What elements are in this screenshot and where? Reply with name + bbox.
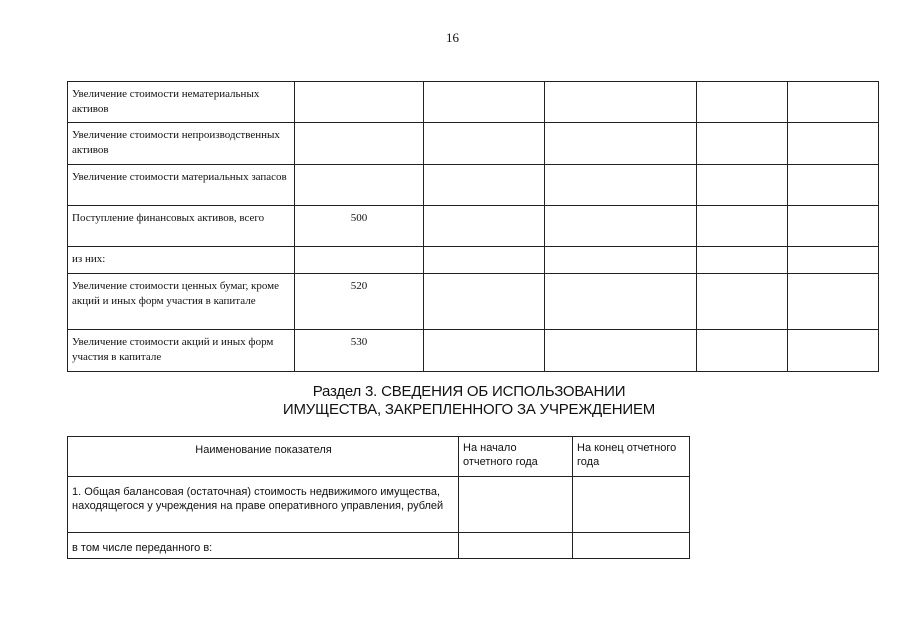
value-cell — [424, 123, 545, 165]
value-cell — [697, 165, 788, 206]
row-code: 520 — [295, 274, 424, 330]
row-label: Увеличение стоимости нематериальных активов — [68, 82, 295, 123]
row-code — [295, 82, 424, 123]
value-cell — [545, 165, 697, 206]
value-cell — [697, 274, 788, 330]
value-cell — [697, 206, 788, 247]
value-cell — [788, 330, 879, 372]
row-label: в том числе переданного в: — [68, 533, 459, 559]
value-cell — [788, 165, 879, 206]
row-label: Увеличение стоимости непроизводственных активов — [68, 123, 295, 165]
row-label: Увеличение стоимости материальных запасов — [68, 165, 295, 206]
value-cell — [545, 206, 697, 247]
value-cell — [424, 274, 545, 330]
value-cell — [545, 274, 697, 330]
value-cell — [697, 82, 788, 123]
table-row — [68, 123, 879, 165]
value-cell — [424, 330, 545, 372]
table-row — [68, 477, 690, 533]
value-cell — [788, 206, 879, 247]
value-cell-start — [459, 533, 573, 559]
row-label: Увеличение стоимости ценных бумаг, кроме акций и иных форм участия в капитале — [68, 274, 295, 330]
section-heading — [0, 383, 905, 419]
row-code — [295, 165, 424, 206]
value-cell — [545, 82, 697, 123]
value-cell-end — [573, 477, 690, 533]
value-cell — [545, 330, 697, 372]
value-cell — [697, 330, 788, 372]
value-cell — [545, 247, 697, 274]
value-cell-start — [459, 477, 573, 533]
value-cell — [788, 123, 879, 165]
value-cell — [788, 274, 879, 330]
row-code — [295, 123, 424, 165]
column-header-name: Наименование показателя — [68, 437, 459, 477]
section-heading-line-1: Раздел 3. СВЕДЕНИЯ ОБ ИСПОЛЬЗОВАНИИ — [312, 383, 626, 400]
value-cell — [697, 247, 788, 274]
table-row — [68, 247, 879, 274]
row-code — [295, 247, 424, 274]
row-code: 530 — [295, 330, 424, 372]
row-code: 500 — [295, 206, 424, 247]
value-cell — [424, 206, 545, 247]
table-row — [68, 206, 879, 247]
value-cell — [545, 123, 697, 165]
row-label: Увеличение стоимости акций и иных форм участия в капитале — [68, 330, 295, 372]
table-row — [68, 330, 879, 372]
section-heading-line-2: ИМУЩЕСТВА, ЗАКРЕПЛЕННОГО ЗА УЧРЕЖДЕНИЕМ — [282, 401, 656, 418]
value-cell — [424, 165, 545, 206]
financial-assets-table — [67, 81, 879, 372]
row-label: 1. Общая балансовая (остаточная) стоимость недвижимого имущества, находящегося у учреждения на праве оперативного управления, рублей — [68, 477, 459, 533]
row-label: из них: — [68, 247, 295, 274]
value-cell — [424, 82, 545, 123]
page-number: 16 — [446, 30, 459, 45]
value-cell — [697, 123, 788, 165]
table-row — [68, 165, 879, 206]
table-row — [68, 533, 690, 559]
header-row — [68, 437, 690, 477]
table-row — [68, 274, 879, 330]
value-cell — [424, 247, 545, 274]
property-usage-table — [67, 436, 690, 559]
value-cell — [788, 247, 879, 274]
table-row — [68, 82, 879, 123]
row-label: Поступление финансовых активов, всего — [68, 206, 295, 247]
column-header-start-of-year: На начало отчетного года — [459, 437, 573, 477]
value-cell — [788, 82, 879, 123]
value-cell-end — [573, 533, 690, 559]
column-header-end-of-year: На конец отчетного года — [573, 437, 690, 477]
